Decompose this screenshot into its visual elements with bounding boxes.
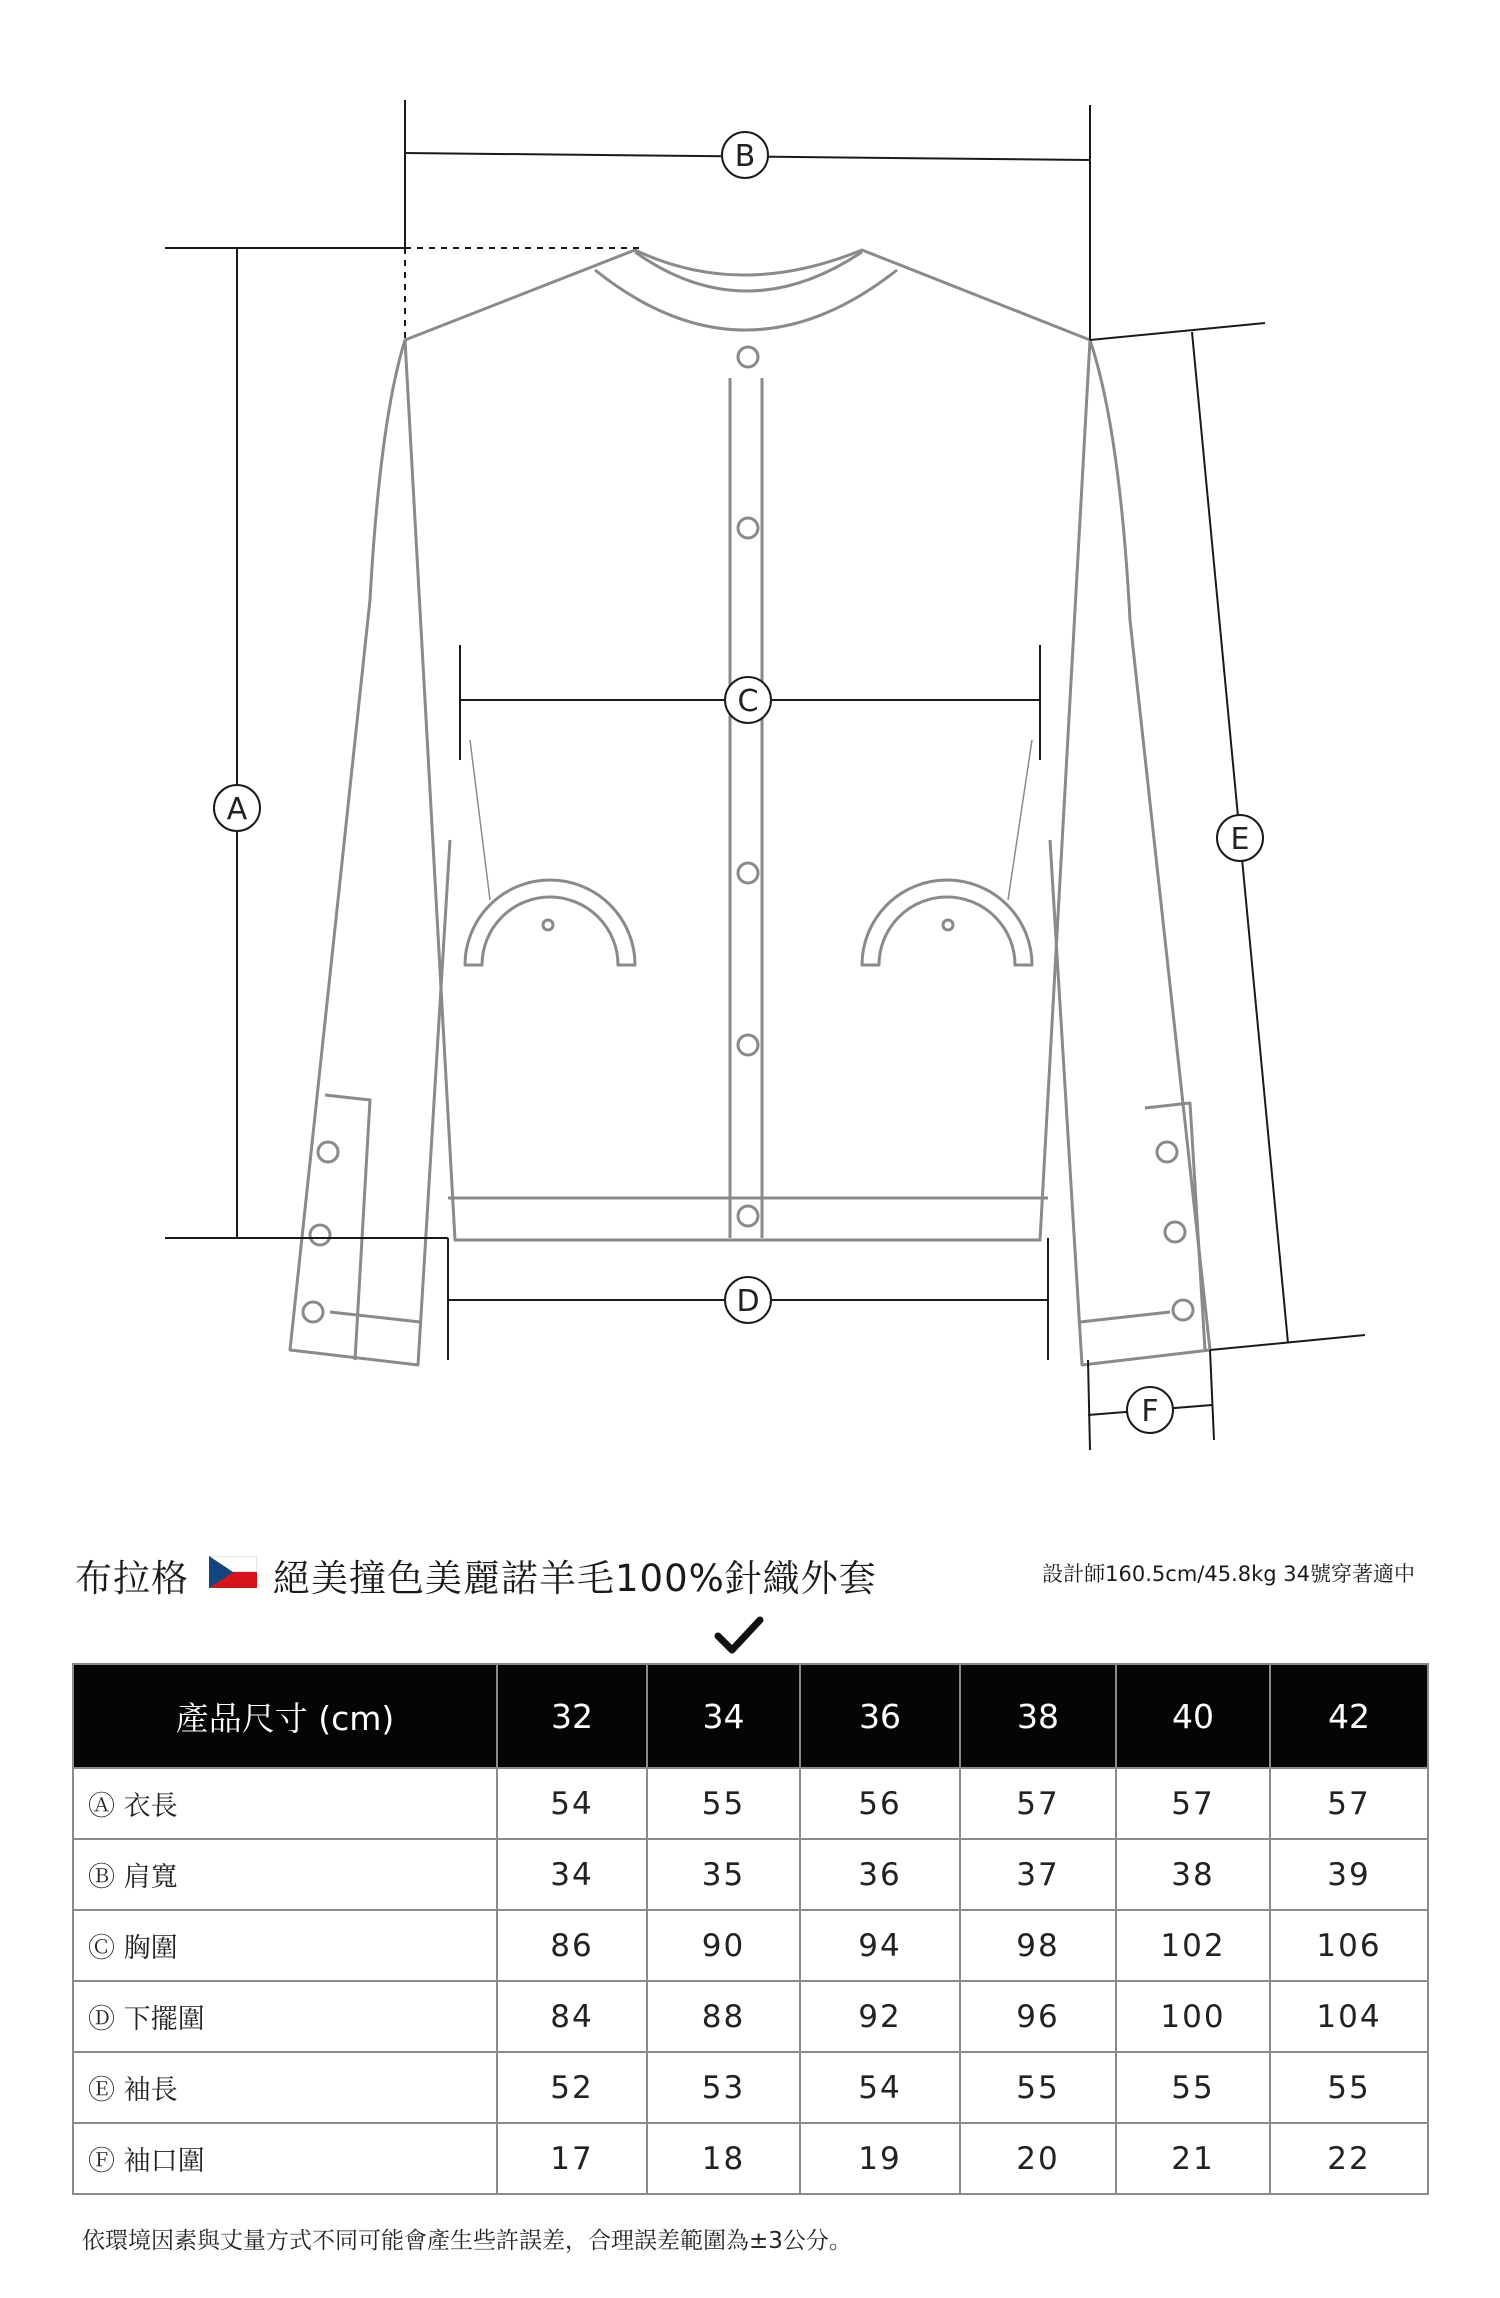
dimension-label-b: B: [734, 139, 756, 174]
dimension-label-e: E: [1230, 822, 1250, 857]
product-title-row: [75, 1538, 1435, 1608]
table-cell: 17: [497, 2123, 647, 2194]
table-cell: 57: [1116, 1768, 1270, 1839]
table-row: [73, 2123, 1428, 2194]
table-cell: 54: [800, 2052, 960, 2123]
table-cell: 55: [1270, 2052, 1428, 2123]
table-cell: 106: [1270, 1910, 1428, 1981]
table-row: [73, 1910, 1428, 1981]
table-cell: 96: [960, 1981, 1116, 2052]
table-cell: 38: [1116, 1839, 1270, 1910]
table-cell: 35: [647, 1839, 800, 1910]
table-cell: 18: [647, 2123, 800, 2194]
row-label-shoulder: Ⓑ 肩寬: [73, 1839, 497, 1910]
table-cell: 104: [1270, 1981, 1428, 2052]
table-cell: 19: [800, 2123, 960, 2194]
table-cell: 37: [960, 1839, 1116, 1910]
table-cell: 94: [800, 1910, 960, 1981]
table-cell: 86: [497, 1910, 647, 1981]
row-label-cuff: Ⓕ 袖口圍: [73, 2123, 497, 2194]
row-label-hem: Ⓓ 下擺圍: [73, 1981, 497, 2052]
size-42: 42: [1270, 1664, 1428, 1768]
right-sleeve: [1050, 340, 1210, 1365]
table-cell: 55: [960, 2052, 1116, 2123]
cardigan-outline: [405, 250, 1090, 1240]
table-cell: 98: [960, 1910, 1116, 1981]
table-row: [73, 2052, 1428, 2123]
table-cell: 57: [960, 1768, 1116, 1839]
right-pocket: [862, 880, 1032, 965]
left-pocket: [465, 880, 635, 965]
table-cell: 100: [1116, 1981, 1270, 2052]
table-cell: 52: [497, 2052, 647, 2123]
dimension-label-c: C: [737, 684, 759, 719]
size-header-row: [73, 1664, 1428, 1768]
table-cell: 88: [647, 1981, 800, 2052]
dimension-label-f: F: [1141, 1394, 1159, 1429]
table-cell: 55: [647, 1768, 800, 1839]
czech-flag-icon: [209, 1554, 257, 1597]
table-cell: 55: [1116, 2052, 1270, 2123]
product-prefix: 布拉格: [75, 1557, 189, 1600]
table-cell: 57: [1270, 1768, 1428, 1839]
table-cell: 102: [1116, 1910, 1270, 1981]
product-title: [75, 1548, 877, 1602]
table-cell: 21: [1116, 2123, 1270, 2194]
row-label-length: Ⓐ 衣長: [73, 1768, 497, 1839]
model-fit-note: 設計師160.5cm/45.8kg 34號穿著適中: [1042, 1562, 1415, 1586]
product-name: 絕美撞色美麗諾羊毛100%針織外套: [273, 1557, 877, 1600]
table-cell: 34: [497, 1839, 647, 1910]
table-row: [73, 1839, 1428, 1910]
table-cell: 22: [1270, 2123, 1428, 2194]
size-36: 36: [800, 1664, 960, 1768]
table-cell: 56: [800, 1768, 960, 1839]
table-cell: 53: [647, 2052, 800, 2123]
table-cell: 54: [497, 1768, 647, 1839]
size-header-label: 產品尺寸 (cm): [73, 1664, 497, 1768]
check-icon: [712, 1614, 766, 1658]
size-40: 40: [1116, 1664, 1270, 1768]
table-cell: 84: [497, 1981, 647, 2052]
measurement-disclaimer: 依環境因素與丈量方式不同可能會產生些許誤差，合理誤差範圍為±3公分。: [82, 2228, 852, 2254]
table-cell: 20: [960, 2123, 1116, 2194]
row-label-chest: Ⓒ 胸圍: [73, 1910, 497, 1981]
row-label-sleeve-length: Ⓔ 袖長: [73, 2052, 497, 2123]
left-sleeve: [290, 340, 450, 1365]
size-38: 38: [960, 1664, 1116, 1768]
size-chart-table: [72, 1663, 1429, 2195]
size-34: 34: [647, 1664, 800, 1768]
table-row: [73, 1981, 1428, 2052]
table-cell: 36: [800, 1839, 960, 1910]
table-cell: 90: [647, 1910, 800, 1981]
table-cell: 39: [1270, 1839, 1428, 1910]
table-cell: 92: [800, 1981, 960, 2052]
dimension-label-d: D: [736, 1284, 760, 1319]
dimension-label-a: A: [226, 792, 248, 827]
collar: [595, 270, 897, 330]
table-row: [73, 1768, 1428, 1839]
size-32: 32: [497, 1664, 647, 1768]
